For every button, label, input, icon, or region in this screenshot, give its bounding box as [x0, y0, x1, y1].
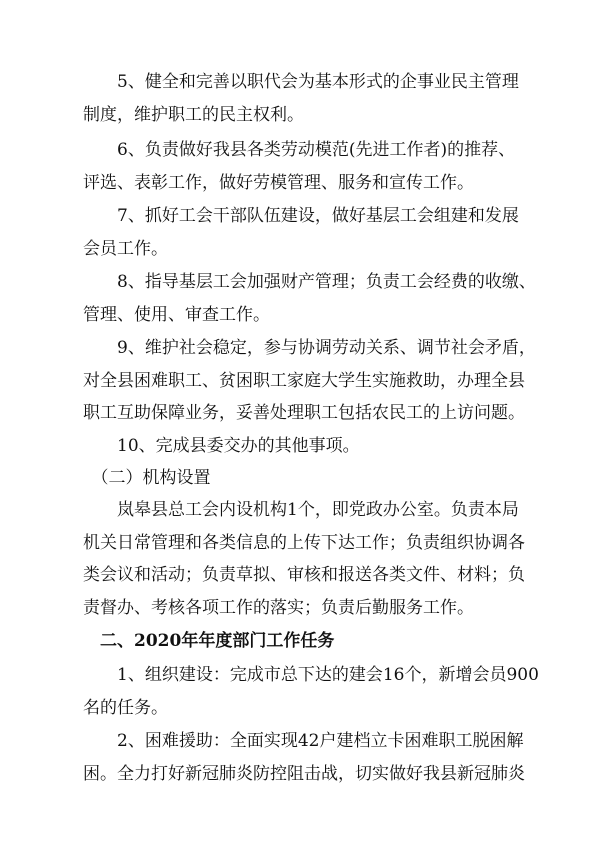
- paragraph-item-10: 10、完成县委交办的其他事项。: [83, 436, 360, 456]
- paragraph-item-8: 8、指导基层工会加强财产管理；负责工会经费的收缴、 管理、使用、审查工作。: [83, 272, 536, 325]
- paragraph-item-6: 6、负责做好我县各类劳动模范(先进工作者)的推荐、 评选、表彰工作，做好劳模管理、服务和宣传工作。: [83, 140, 516, 193]
- paragraph-org: 岚皋县总工会内设机构1个，即党政办公室。负责本局 机关日常管理和各类信息的上传下达工作；负责组织协调各 类会议和活动；负责草拟、审核和报送各类文件、材料；负 责督办、考核各项工作的落实；负责后勤服务工作。: [83, 500, 525, 618]
- paragraph-item-7: 7、抓好工会干部队伍建设，做好基层工会组建和发展 会员工作。: [83, 206, 519, 259]
- sub-heading-org-setup: （二）机构设置: [83, 468, 211, 488]
- paragraph-task-2: 2、困难援助：全面实现42户建档立卡困难职工脱困解 困。全力打好新冠肺炎防控阻击战，切实做好我县新冠肺炎: [83, 731, 525, 784]
- paragraph-item-5: 5、健全和完善以职代会为基本形式的企事业民主管理 制度，维护职工的民主权利。: [83, 72, 519, 125]
- heading-annual-tasks: 二、2020年年度部门工作任务: [83, 631, 335, 651]
- paragraph-item-9: 9、维护社会稳定，参与协调劳动关系、调节社会矛盾， 对全县困难职工、贫困职工家庭大学生实施救助，办理全县 职工互助保障业务，妥善处理职工包括农民工的上访问题。: [83, 338, 536, 423]
- paragraph-task-1: 1、组织建设：完成市总下达的建会16个，新增会员900 名的任务。: [83, 665, 539, 718]
